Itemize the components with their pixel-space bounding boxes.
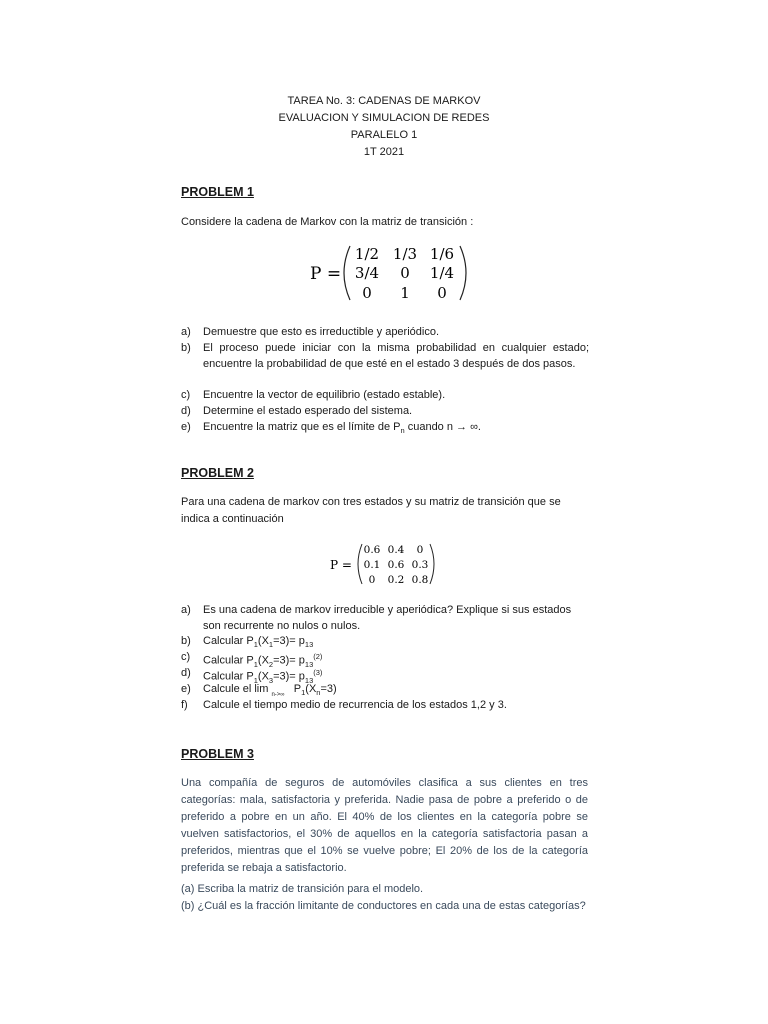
- matrix-1-cell: 1/2: [354, 245, 380, 263]
- header-line-1: TAREA No. 3: CADENAS DE MARKOV: [287, 95, 481, 107]
- matrix-1-cell: 0: [437, 284, 447, 302]
- document-header: [0, 93, 768, 161]
- matrix-2-cell: 0: [416, 544, 424, 556]
- problem-1-intro: Considere la cadena de Markov con la matriz de transición :: [181, 216, 474, 228]
- matrix-1-cell: 0: [400, 264, 410, 282]
- problem-2-intro: Para una cadena de markov con tres estados y su matriz de transición que se indica a continuación: [181, 496, 561, 525]
- problem-3-body: Una compañía de seguros de automóviles clasifica a sus clientes en tres categorías: mala, satisfactoria y preferida. Nadie pasa de pobre a preferido o de preferido a pobre en un año. El 40% de los clientes en la categoría pobre se vuelven satisfactorios, el 30% de aquellos en la categoría satisfactoria pasan a preferidos, mientras que el 10% se vuelve pobre; El 20% de los de la categoría preferida se rebaja a satisfactorio.: [181, 777, 588, 874]
- problem-3-title: PROBLEM 3: [181, 747, 254, 761]
- problem-3-question-a: (a) Escriba la matriz de transición para el modelo.: [181, 883, 424, 895]
- matrix-2-right-paren: [430, 544, 434, 584]
- matrix-1-label: P =: [310, 264, 342, 284]
- matrix-2-left-paren: [358, 544, 362, 584]
- matrix-2-cell: 0.1: [363, 559, 381, 571]
- matrix-2-cell: 0.4: [387, 544, 405, 556]
- header-line-2: EVALUACION Y SIMULACION DE REDES: [278, 112, 490, 124]
- matrix-1-left-paren: [344, 246, 350, 300]
- matrix-2-label: P =: [330, 558, 352, 572]
- document-page: TAREA No. 3: CADENAS DE MARKOV EVALUACION Y SIMULACION DE REDES PARALELO 1 1T 2021 PROBLEM 1 Considere la cadena de Markov con la matriz de transición : P = 1/2 1/3 1/6 3/4 0 1/4 0 1 0 a) Demuestre que esto es irreductible y aperiódico. b) El proceso puede iniciar con la misma probabilidad en cualquier estado; encuentre la probabilidad de que esté en el estado 3 después de dos pasos. c) Encuentre la vector de equilibrio (estado estable). d) Determine el estado esperado del sistema. e) Encuentre la matriz que es el límite de $P_n$ cuando n → ∞. PROBLEM 2 Para una cadena de markov con tres estados y su matriz de transición que se indica a continuación P = 0.6 0.4 0 0.1 0.6 0.3 0 0.2 0.8 a) Es una cadena de markov irreducible y aperiódica? Explique si sus estados son recurrente no nulos o nulos. b) Calcular $P_1(X_1=3)= p_{13}$ c) Calcular $P_1(X_2=3)= p_{13}^{(2)}$ d) Calcular $P_1(X_3=3)= p_{13}^{(3)}$ e) Calcule el lim $_{n->\infty}$ $P_1(X_n=3)$ f) Calcule el tiempo medio de recurrencia de los estados 1,2 y 3. PROBLEM 3 Una compañía de seguros de automóviles clasifica a sus clientes en tres categorías: mala, satisfactoria y preferida. Nadie pasa de pobre a preferido o de preferido a pobre en un año. El 40% de los clientes en la categoría pobre se vuelven satisfactorios, el 30% de aquellos en la categoría satisfactoria pasan a preferidos, mientras que el 10% se vuelve pobre; El 20% de los de la categoría preferida se rebaja a satisfactorio. (a) Escriba la matriz de transición para el modelo. (b) ¿Cuál es la fracción limitante de conductores en cada una de estas categorías?: [0, 0, 768, 1024]
- matrix-1-cell: 0: [362, 284, 372, 302]
- problem-2-title: PROBLEM 2: [181, 466, 254, 480]
- matrix-2-cell: 0: [368, 574, 376, 586]
- matrix-2-cell: 0.3: [411, 559, 429, 571]
- problem-3-question-b: (b) ¿Cuál es la fracción limitante de conductores en cada una de estas categorías?: [181, 900, 586, 912]
- matrix-2-cell: 0.6: [387, 559, 405, 571]
- matrix-1-cell: 1/4: [429, 264, 455, 282]
- problem-2-matrix: [326, 540, 446, 588]
- matrix-2-cell: 0.6: [363, 544, 381, 556]
- matrix-1-cell: 1/3: [392, 245, 418, 263]
- matrix-2-cell: 0.2: [387, 574, 405, 586]
- problem-1-matrix: [300, 240, 480, 306]
- matrix-1-cell: 1/6: [429, 245, 455, 263]
- matrix-1-right-paren: [460, 246, 466, 300]
- problem-1-item-b: b) El proceso puede iniciar con la misma probabilidad en cualquier estado; encuentre la probabilidad de que esté en el estado 3 después de dos pasos.: [181, 342, 589, 370]
- matrix-1-cell: 1: [400, 284, 410, 302]
- problem-2-item-a: a) Es una cadena de markov irreducible y aperiódica? Explique si sus estados son recurrente no nulos o nulos.: [181, 604, 572, 632]
- problem-1-title: PROBLEM 1: [181, 185, 254, 199]
- matrix-2-cell: 0.8: [411, 574, 429, 586]
- matrix-1-cell: 3/4: [354, 264, 380, 282]
- header-line-3: PARALELO 1: [350, 129, 418, 141]
- header-line-4: 1T 2021: [363, 146, 405, 158]
